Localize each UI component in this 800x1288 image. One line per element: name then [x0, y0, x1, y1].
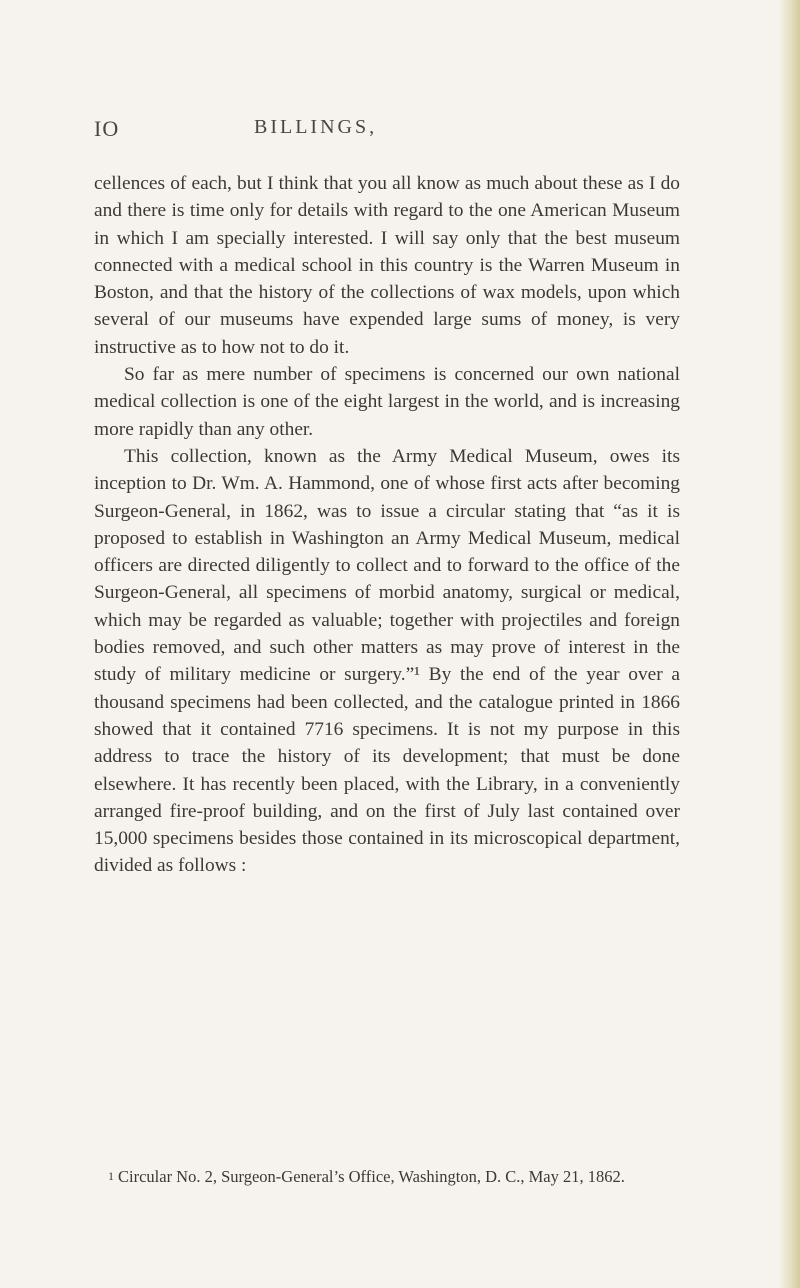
footnote-text: Circular No. 2, Surgeon-General’s Office, Washington, D. C., May 21, 1862. — [118, 1167, 625, 1186]
footnote-marker: 1 — [108, 1169, 114, 1183]
footnote — [94, 1163, 694, 1190]
paragraph-3: This collection, known as the Army Medical Museum, owes its inception to Dr. Wm. A. Hammond, one of whose first acts after becoming Surgeon-General, in 1862, was to issue a circular stating that “as it is proposed to establish in Washington an Army Medical Museum, medical officers are directed diligently to collect and to forward to the office of the Surgeon-General, all specimens of morbid anatomy, surgical or medical, which may be regarded as valuable; together with projectiles and foreign bodies removed, and such other matters as may prove of interest in the study of military medicine or surgery.”¹ By the end of the year over a thousand specimens had been collected, and the catalogue printed in 1866 showed that it contained 7716 specimens. It is not my purpose in this address to trace the history of its development; that must be done elsewhere. It has recently been placed, with the Library, in a conveniently arranged fire-proof building, and on the first of July last contained over 15,000 specimens besides those contained in its microscopical department, divided as follows : — [94, 445, 680, 877]
running-head: BILLINGS, — [254, 116, 378, 138]
paragraph-1: cellences of each, but I think that you all know as much about these as I do and there is time only for details with regard to the one American Museum in which I am specially interested. I will say only that the best museum connected with a medical school in this country is the Warren Museum in Boston, and that the history of the collections of wax models, upon which several of our museums have expended large sums of money, is very instructive as to how not to do it. — [94, 173, 680, 358]
page-edge-shadow — [778, 0, 800, 1288]
page-number: IO — [94, 116, 120, 141]
body-text — [94, 170, 680, 880]
paragraph-2: So far as mere number of specimens is concerned our own national medical collection is one of the eight largest in the world, and is increasing more rapidly than any other. — [94, 364, 680, 440]
page-header — [0, 116, 800, 146]
